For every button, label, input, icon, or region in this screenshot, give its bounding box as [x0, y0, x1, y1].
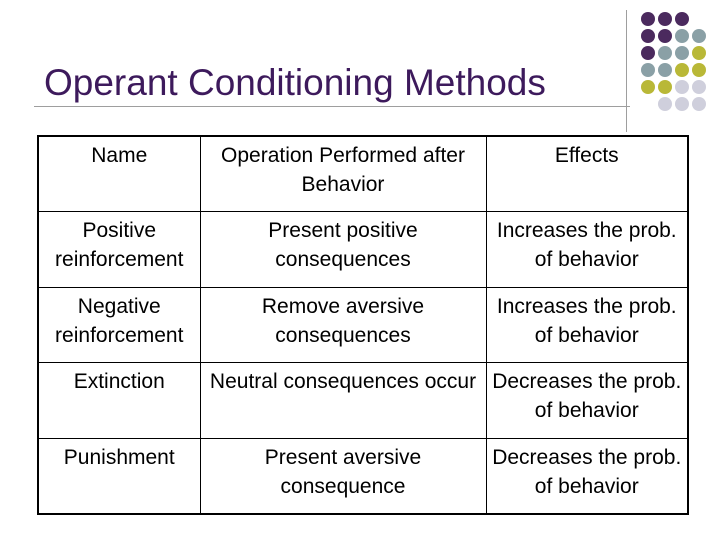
decorative-dot	[658, 12, 672, 26]
header-name: Name	[38, 136, 200, 212]
slide-title: Operant Conditioning Methods	[44, 62, 546, 103]
table-row	[38, 212, 688, 287]
table-row	[38, 363, 688, 438]
decorative-dot	[675, 12, 689, 26]
table-cell: Neutral consequences occur	[200, 363, 486, 438]
table-cell: Negative reinforcement	[38, 287, 200, 362]
decorative-dot	[692, 29, 706, 43]
decorative-dot	[641, 63, 655, 77]
header-operation: Operation Performed after Behavior	[200, 136, 486, 212]
table-cell: Punishment	[38, 438, 200, 514]
decorative-dot	[658, 97, 672, 111]
decorative-dot	[658, 80, 672, 94]
decorative-dot	[658, 63, 672, 77]
decorative-dot	[641, 29, 655, 43]
table-row	[38, 287, 688, 362]
decorative-dot	[692, 97, 706, 111]
decorative-dot	[675, 80, 689, 94]
table-cell: Increases the prob. of behavior	[486, 287, 688, 362]
table-header-row	[38, 136, 688, 212]
decorative-dot	[641, 46, 655, 60]
table-cell: Positive reinforcement	[38, 212, 200, 287]
decorative-dot	[692, 63, 706, 77]
decorative-dot-grid	[639, 10, 719, 122]
decorative-dot	[658, 46, 672, 60]
table-cell: Present aversive consequence	[200, 438, 486, 514]
decorative-dot	[675, 63, 689, 77]
decorative-dot	[675, 29, 689, 43]
table-cell: Increases the prob. of behavior	[486, 212, 688, 287]
decorative-dot	[675, 46, 689, 60]
decorative-dot	[641, 80, 655, 94]
table-cell: Remove aversive consequences	[200, 287, 486, 362]
decorative-dot	[641, 12, 655, 26]
table-cell: Present positive consequences	[200, 212, 486, 287]
table-cell: Decreases the prob. of behavior	[486, 438, 688, 514]
methods-table	[37, 135, 689, 515]
decorative-dot	[658, 29, 672, 43]
table-cell: Decreases the prob. of behavior	[486, 363, 688, 438]
title-underline	[34, 106, 630, 107]
decorative-dot	[692, 80, 706, 94]
table-cell: Extinction	[38, 363, 200, 438]
vertical-divider	[626, 10, 627, 132]
decorative-dot	[675, 97, 689, 111]
header-effects: Effects	[486, 136, 688, 212]
table-row	[38, 438, 688, 514]
decorative-dot	[692, 46, 706, 60]
